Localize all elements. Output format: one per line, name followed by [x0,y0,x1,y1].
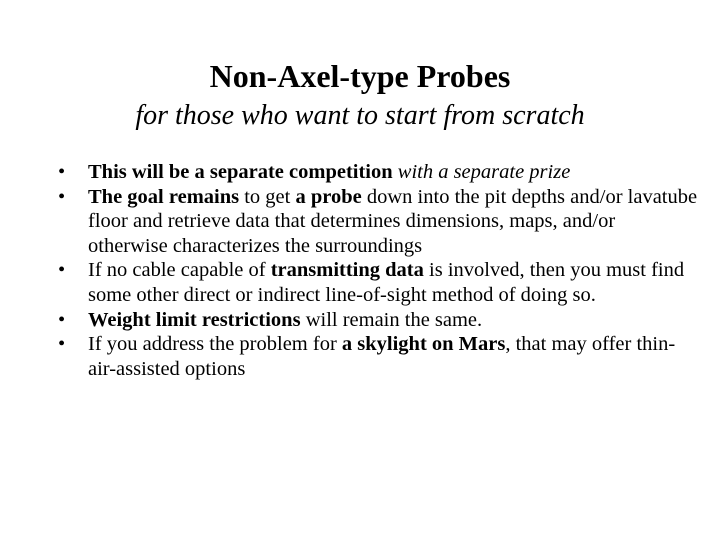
bullet-marker: • [58,161,66,183]
bullet-text-bold: a probe [295,185,362,208]
bullet-text-italic: with a separate prize [397,161,571,183]
bullet-text: , that may offer thin-air-assisted options [88,333,676,380]
slide-subtitle: for those who want to start from scratch [135,100,585,131]
bullet-marker: • [58,333,66,356]
bullet-marker: • [58,185,66,208]
bullet-text: If you address the problem for [88,333,342,356]
bullet-marker: • [58,259,66,282]
bullet-text-bold: transmitting data [270,259,424,282]
bullet-text: will remain the same. [300,308,483,331]
bullet-item-1 [58,160,698,185]
bullet-item-2 [58,185,698,259]
bullet-marker: • [58,308,66,331]
bullet-text: down into the pit depths and/or lavatube floor and retrieve data that determines dimensions, maps, and/or otherwise characterizes the surroundings [88,185,698,257]
bullet-item-3 [58,258,698,307]
bullet-text-bold: Weight limit restrictions [88,308,301,331]
bullet-text-bold: The goal remains [88,185,240,208]
bullet-text-bold: This will be a separate competition [88,161,398,183]
bullet-text: is involved, then you must find some other direct or indirect line-of-sight method of doing so. [88,259,685,306]
bullet-item-4 [58,308,698,333]
bullet-item-5 [58,332,698,381]
bullet-text: If no cable capable of [88,259,271,282]
slide-title: Non-Axel-type Probes [209,58,511,94]
bullet-list [58,160,698,381]
bullet-text-bold: a skylight on Mars [341,333,506,356]
bullet-text: to get [239,185,296,208]
